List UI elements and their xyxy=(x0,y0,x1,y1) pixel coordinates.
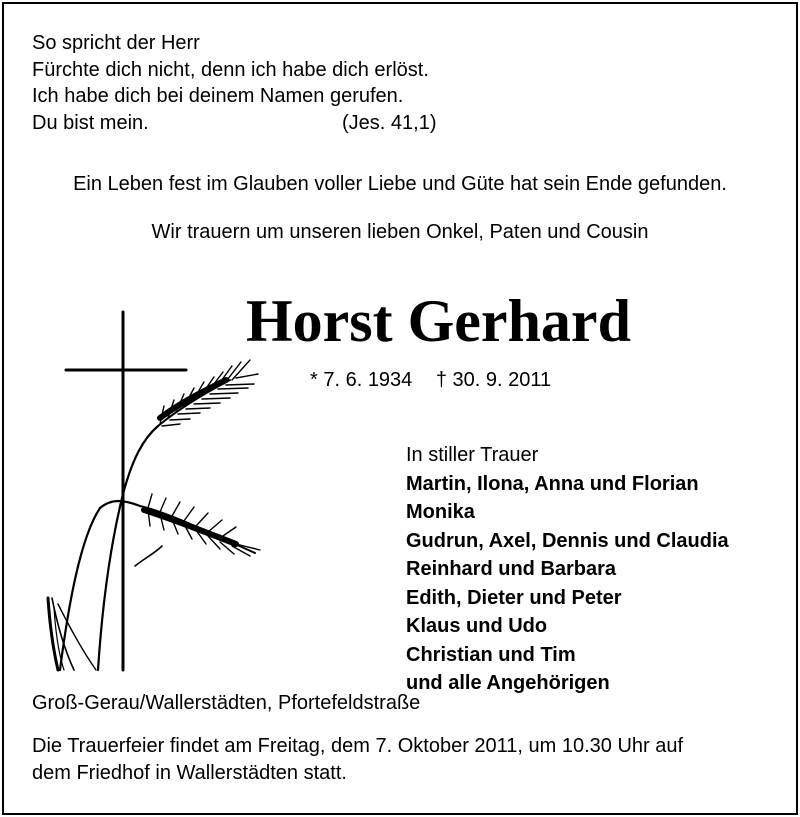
verse-line-4: Du bist mein. xyxy=(32,111,149,134)
verse-reference: (Jes. 41,1) xyxy=(342,111,437,134)
family-member: Reinhard und Barbara xyxy=(406,558,617,580)
death-date: † 30. 9. 2011 xyxy=(435,369,552,391)
verse-line-2: Fürchte dich nicht, denn ich habe dich erlöst. xyxy=(32,58,429,81)
mourning-line: Wir trauern um unseren lieben Onkel, Paten und Cousin xyxy=(151,221,649,243)
family-intro: In stiller Trauer xyxy=(406,444,539,466)
life-dates xyxy=(310,369,551,392)
funeral-line-2: dem Friedhof in Wallerstädten statt. xyxy=(32,762,347,784)
verse-line-4-row xyxy=(32,110,437,137)
verse-line-3: Ich habe dich bei deinem Namen gerufen. xyxy=(32,85,404,107)
cross-with-wheat-icon xyxy=(40,308,270,678)
deceased-name: Horst Gerhard xyxy=(246,288,631,354)
life-statement: Ein Leben fest im Glauben voller Liebe und Güte hat sein Ende gefunden. xyxy=(73,173,727,195)
family-member: Monika xyxy=(406,501,475,523)
family-member: Klaus und Udo xyxy=(406,615,548,637)
funeral-notice xyxy=(32,733,683,787)
bible-verse xyxy=(32,30,437,136)
family-member: Gudrun, Axel, Dennis und Claudia xyxy=(406,529,729,552)
family-member: und alle Angehörigen xyxy=(406,672,610,694)
family-member: Martin, Ilona, Anna und Florian xyxy=(406,472,699,495)
place-address: Groß-Gerau/Wallerstädten, Pfortefeldstraße xyxy=(32,692,421,714)
verse-line-1: So spricht der Herr xyxy=(32,32,200,54)
family-member: Edith, Dieter und Peter xyxy=(406,586,622,609)
birth-date: * 7. 6. 1934 xyxy=(310,369,413,391)
family-member: Christian und Tim xyxy=(406,643,576,666)
funeral-line-1: Die Trauerfeier findet am Freitag, dem 7. Oktober 2011, um 10.30 Uhr auf xyxy=(32,735,684,757)
family-block xyxy=(406,441,729,698)
